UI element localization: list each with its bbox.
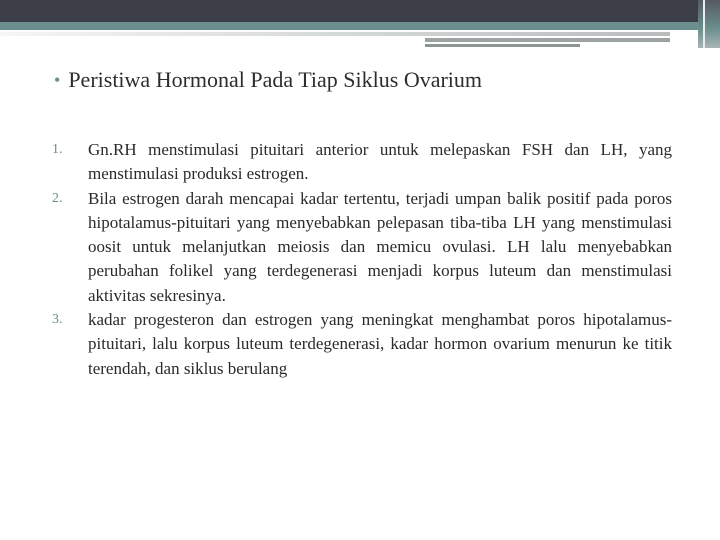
list-item-text: kadar progesteron dan estrogen yang meningkat menghambat poros hipotalamus-pituitari, lalu korpus luteum terdegenerasi, kadar hormon ovarium menurun ke titik terendah, dan siklus berulang <box>88 310 672 378</box>
list-item-text: Bila estrogen darah mencapai kadar tertentu, terjadi umpan balik positif pada poros hipotalamus-pituitari yang menyebabkan pelepasan tiba-tiba LH yang menstimulasi oosit untuk melanjutkan meiosis dan memicu ovulasi. LH lalu menyebabkan perubahan folikel yang terdegenerasi menjadi korpus luteum dan menstimulasi aktivitas sekresinya. <box>88 188 672 305</box>
list-item <box>52 187 672 308</box>
header-stripe <box>425 44 580 47</box>
header-band-dark <box>0 0 720 22</box>
list-item <box>52 138 672 187</box>
bullet-icon: • <box>54 69 61 90</box>
header-stripe <box>425 38 670 42</box>
header-corner-line <box>703 0 705 48</box>
header-stripe <box>0 32 670 36</box>
list-item-number: 1. <box>52 142 63 157</box>
numbered-list <box>52 138 672 381</box>
header-corner-accent <box>698 0 720 48</box>
header-band-teal <box>0 22 720 30</box>
list-item-number: 2. <box>52 190 63 206</box>
list-item <box>52 308 672 381</box>
list-item-text: Gn.RH menstimulasi pituitari anterior untuk melepaskan FSH dan LH, yang menstimulasi produksi estrogen. <box>88 140 672 184</box>
slide-title-text: Peristiwa Hormonal Pada Tiap Siklus Ovarium <box>68 67 483 92</box>
slide-title <box>54 67 482 93</box>
list-item-number: 3. <box>52 312 63 328</box>
